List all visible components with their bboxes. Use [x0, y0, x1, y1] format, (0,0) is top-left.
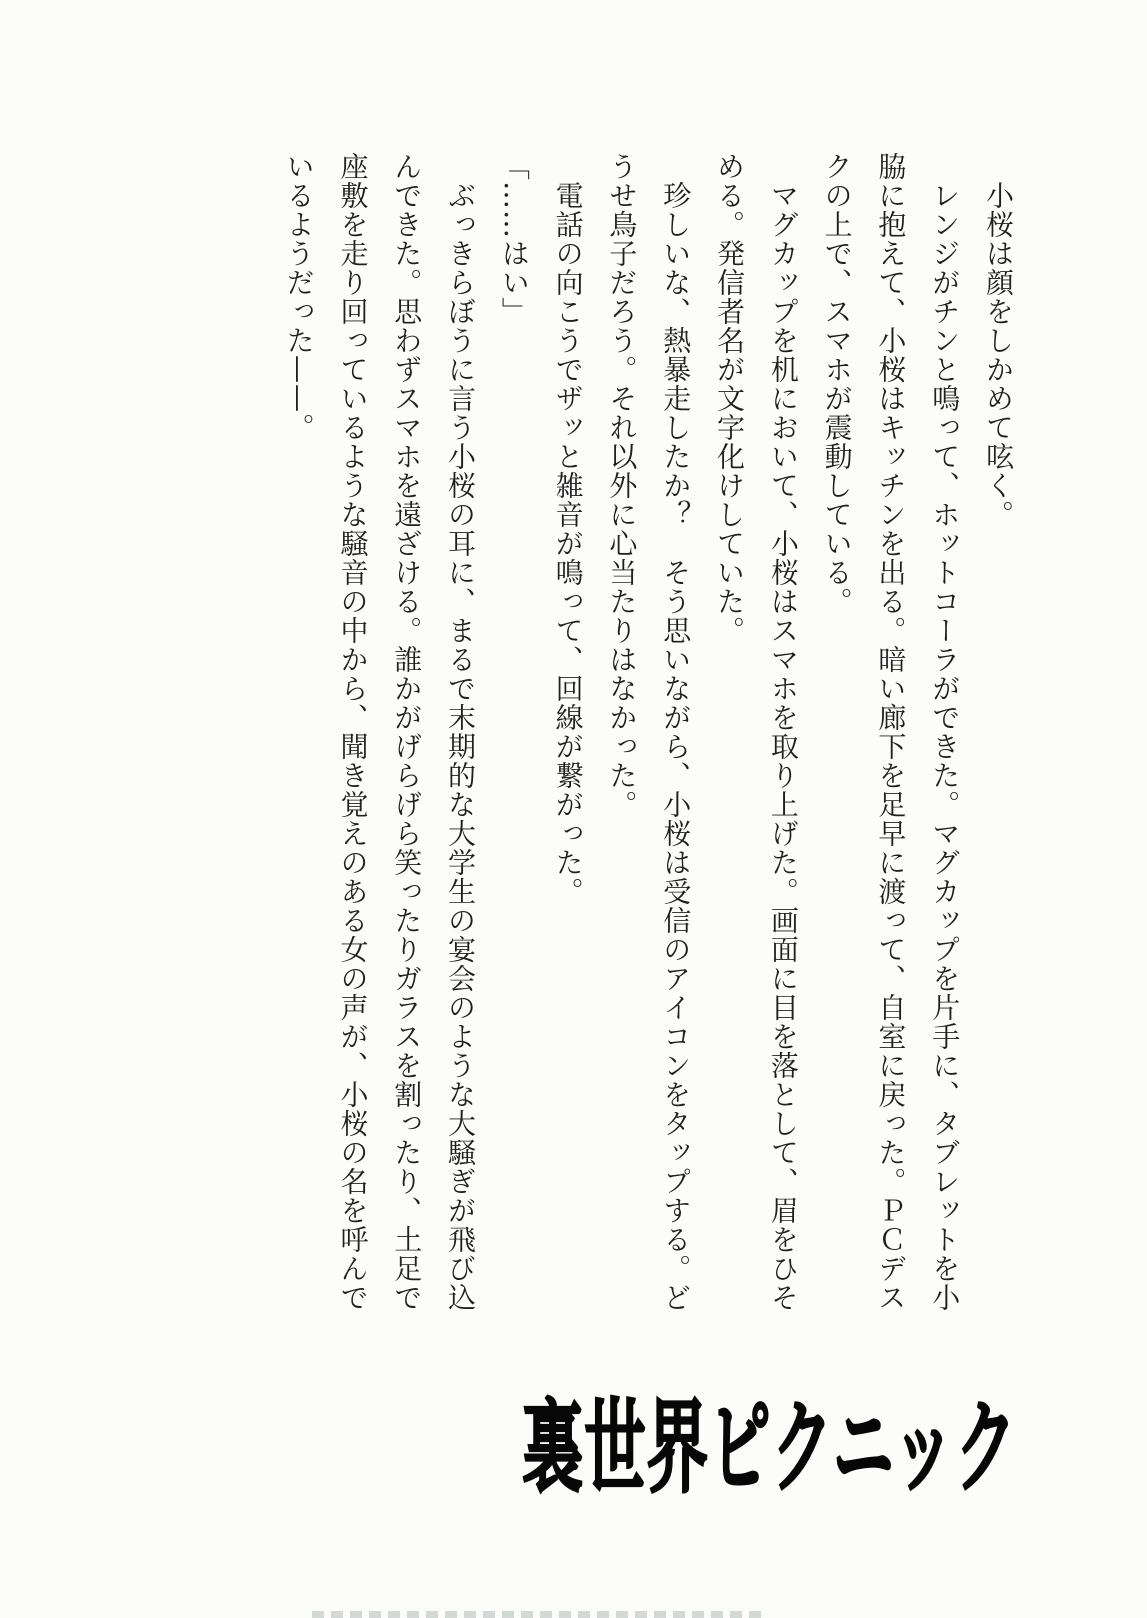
body-text: [272, 152, 1025, 1314]
bottom-edge-cutoff-text: [312, 1611, 767, 1618]
book-title-logo: 裏世界ピクニック: [522, 1388, 1018, 1508]
text-column: 珍しいな、熱暴走したか？ そう思いながら、小桜は受信のアイコンをタップする。ど: [659, 181, 693, 1312]
text-column: 「……はい」: [497, 152, 531, 326]
text-column: レンジがチンと鳴って、ホットコーラができた。マグカップを片手に、タブレットを小: [928, 181, 962, 1312]
text-column: める。発信者名が文字化けしていた。: [713, 152, 747, 645]
text-column: うせ鳥子だろう。それ以外に心当たりはなかった。: [605, 152, 639, 819]
text-column: んできた。思わずスマホを遠ざける。誰かがげらげら笑ったりガラスを割ったり、土足で: [390, 152, 424, 1312]
text-column: クの上で、スマホが震動している。: [820, 152, 854, 616]
text-column: 電話の向こうでザッと雑音が鳴って、回線が繋がった。: [551, 181, 585, 906]
text-column: マグカップを机において、小桜はスマホを取り上げた。画面に目を落として、眉をひそ: [766, 181, 800, 1312]
text-column: いるようだった——。: [282, 152, 316, 442]
text-column: 座敷を走り回っているような騒音の中から、聞き覚えのある女の声が、小桜の名を呼んで: [336, 152, 370, 1312]
text-column: 小桜は顔をしかめて呟く。: [982, 181, 1015, 529]
text-column: 脇に抱えて、小桜はキッチンを出る。暗い廊下を足早に渡って、自室に戻った。ＰＣデス: [874, 152, 908, 1312]
text-column: ぶっきらぼうに言う小桜の耳に、まるで末期的な大学生の宴会のような大騒ぎが飛び込: [444, 181, 478, 1312]
